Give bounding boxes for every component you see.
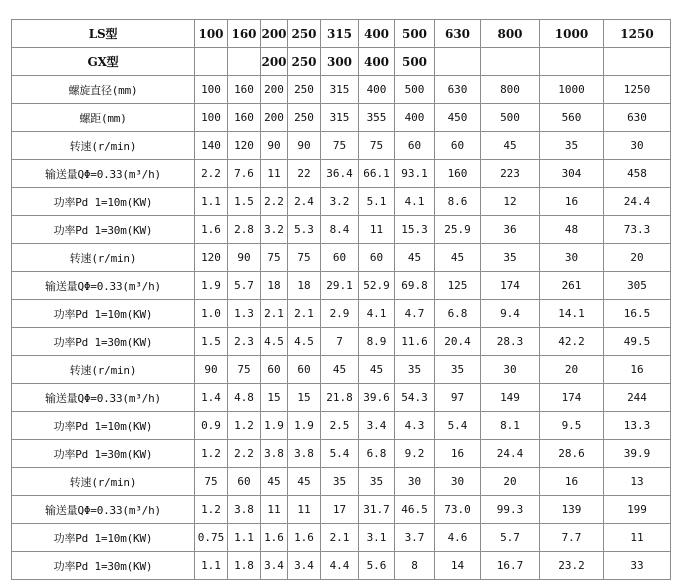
table-cell: 15.3 bbox=[395, 216, 435, 244]
table-cell: 0.75 bbox=[195, 524, 228, 552]
table-cell: 5.1 bbox=[359, 188, 395, 216]
table-cell: 7.6 bbox=[228, 160, 261, 188]
table-cell: 45 bbox=[288, 468, 321, 496]
row-label: 输送量QΦ=0.33(m³/h) bbox=[12, 496, 195, 524]
table-cell: 60 bbox=[435, 132, 481, 160]
row-label: 输送量QΦ=0.33(m³/h) bbox=[12, 160, 195, 188]
table-cell: 100 bbox=[195, 20, 228, 48]
table-cell: 11 bbox=[261, 160, 288, 188]
table-cell: 199 bbox=[604, 496, 671, 524]
table-cell: 75 bbox=[288, 244, 321, 272]
table-row bbox=[12, 384, 671, 412]
table-cell: 30 bbox=[395, 468, 435, 496]
table-cell: 9.4 bbox=[481, 300, 540, 328]
table-row bbox=[12, 552, 671, 580]
table-cell: 3.4 bbox=[288, 552, 321, 580]
table-cell: 458 bbox=[604, 160, 671, 188]
table-row bbox=[12, 468, 671, 496]
table-cell: 3.7 bbox=[395, 524, 435, 552]
table-cell: 200 bbox=[261, 20, 288, 48]
table-cell: 630 bbox=[435, 76, 481, 104]
table-cell: 0.9 bbox=[195, 412, 228, 440]
table-cell: 73.3 bbox=[604, 216, 671, 244]
table-cell: 2.9 bbox=[321, 300, 359, 328]
header-row-gx bbox=[12, 48, 671, 76]
table-cell: 33 bbox=[604, 552, 671, 580]
table-cell: 1.2 bbox=[195, 496, 228, 524]
table-cell: 2.5 bbox=[321, 412, 359, 440]
table-cell: 30 bbox=[435, 468, 481, 496]
table-cell: 4.5 bbox=[288, 328, 321, 356]
table-cell: 99.3 bbox=[481, 496, 540, 524]
row-label: 功率Pd 1=10m(KW) bbox=[12, 300, 195, 328]
table-cell: 120 bbox=[195, 244, 228, 272]
row-label: 功率Pd 1=10m(KW) bbox=[12, 524, 195, 552]
table-cell: 120 bbox=[228, 132, 261, 160]
table-cell: 12 bbox=[481, 188, 540, 216]
table-cell: 1.1 bbox=[195, 552, 228, 580]
row-label: 转速(r/min) bbox=[12, 244, 195, 272]
table-row bbox=[12, 440, 671, 468]
table-cell: 18 bbox=[288, 272, 321, 300]
table-cell: 20.4 bbox=[435, 328, 481, 356]
table-row bbox=[12, 104, 671, 132]
table-cell: 6.8 bbox=[359, 440, 395, 468]
table-cell: 7 bbox=[321, 328, 359, 356]
table-cell: 35 bbox=[435, 356, 481, 384]
row-label: 功率Pd 1=10m(KW) bbox=[12, 412, 195, 440]
table-cell: 160 bbox=[435, 160, 481, 188]
table-cell: 400 bbox=[359, 20, 395, 48]
table-cell: 3.8 bbox=[261, 440, 288, 468]
table-cell: 1000 bbox=[540, 20, 604, 48]
table-cell: 450 bbox=[435, 104, 481, 132]
table-cell: 1.3 bbox=[228, 300, 261, 328]
table-cell: 16.5 bbox=[604, 300, 671, 328]
table-cell: 45 bbox=[359, 356, 395, 384]
table-cell: 36 bbox=[481, 216, 540, 244]
table-cell bbox=[604, 48, 671, 76]
table-cell: 500 bbox=[395, 48, 435, 76]
table-cell: 46.5 bbox=[395, 496, 435, 524]
row-label: 输送量QΦ=0.33(m³/h) bbox=[12, 272, 195, 300]
table-cell: 315 bbox=[321, 76, 359, 104]
table-row bbox=[12, 160, 671, 188]
table-cell: 7.7 bbox=[540, 524, 604, 552]
table-cell: 97 bbox=[435, 384, 481, 412]
table-cell: 800 bbox=[481, 20, 540, 48]
table-cell: 2.4 bbox=[288, 188, 321, 216]
table-row bbox=[12, 216, 671, 244]
table-cell: 355 bbox=[359, 104, 395, 132]
table-cell: 75 bbox=[359, 132, 395, 160]
table-cell: 3.4 bbox=[359, 412, 395, 440]
table-cell: 90 bbox=[261, 132, 288, 160]
table-row bbox=[12, 272, 671, 300]
row-label: 转速(r/min) bbox=[12, 132, 195, 160]
table-cell: 49.5 bbox=[604, 328, 671, 356]
table-cell: 16 bbox=[540, 468, 604, 496]
table-cell: 1.5 bbox=[228, 188, 261, 216]
table-cell: 60 bbox=[395, 132, 435, 160]
table-cell: 5.6 bbox=[359, 552, 395, 580]
table-cell: 21.8 bbox=[321, 384, 359, 412]
table-cell: 17 bbox=[321, 496, 359, 524]
table-cell: 3.2 bbox=[321, 188, 359, 216]
table-cell: 13.3 bbox=[604, 412, 671, 440]
table-cell: 5.3 bbox=[288, 216, 321, 244]
table-cell: 250 bbox=[288, 76, 321, 104]
table-cell: 93.1 bbox=[395, 160, 435, 188]
table-cell: 500 bbox=[395, 20, 435, 48]
table-cell: 9.5 bbox=[540, 412, 604, 440]
table-cell: 22 bbox=[288, 160, 321, 188]
table-cell: 45 bbox=[395, 244, 435, 272]
spec-table bbox=[11, 19, 671, 580]
table-cell bbox=[540, 48, 604, 76]
table-cell: 2.1 bbox=[288, 300, 321, 328]
table-cell: 1.9 bbox=[195, 272, 228, 300]
table-cell: 11 bbox=[359, 216, 395, 244]
table-cell: 35 bbox=[321, 468, 359, 496]
table-cell: 800 bbox=[481, 76, 540, 104]
table-cell: 4.7 bbox=[395, 300, 435, 328]
table-cell: 8.4 bbox=[321, 216, 359, 244]
table-cell: 90 bbox=[288, 132, 321, 160]
table-cell: 2.1 bbox=[261, 300, 288, 328]
table-row bbox=[12, 328, 671, 356]
table-cell: 29.1 bbox=[321, 272, 359, 300]
table-cell: 35 bbox=[395, 356, 435, 384]
table-cell: 500 bbox=[481, 104, 540, 132]
table-cell: 60 bbox=[261, 356, 288, 384]
table-cell: 315 bbox=[321, 104, 359, 132]
table-cell: 11 bbox=[261, 496, 288, 524]
table-cell: 18 bbox=[261, 272, 288, 300]
row-label: 转速(r/min) bbox=[12, 468, 195, 496]
table-cell: 20 bbox=[540, 356, 604, 384]
table-cell: 1.6 bbox=[195, 216, 228, 244]
table-cell: 560 bbox=[540, 104, 604, 132]
table-cell: 2.2 bbox=[228, 440, 261, 468]
table-row bbox=[12, 356, 671, 384]
table-cell: 16 bbox=[540, 188, 604, 216]
table-cell: 14.1 bbox=[540, 300, 604, 328]
table-cell: 1250 bbox=[604, 20, 671, 48]
table-cell: 250 bbox=[288, 48, 321, 76]
table-cell: 100 bbox=[195, 76, 228, 104]
table-row bbox=[12, 412, 671, 440]
table-cell: 250 bbox=[288, 20, 321, 48]
table-cell: 5.4 bbox=[321, 440, 359, 468]
table-cell: 66.1 bbox=[359, 160, 395, 188]
table-cell: 100 bbox=[195, 104, 228, 132]
table-cell: 16.7 bbox=[481, 552, 540, 580]
row-label: 螺旋直径(mm) bbox=[12, 76, 195, 104]
table-cell: 500 bbox=[395, 76, 435, 104]
table-cell: 3.1 bbox=[359, 524, 395, 552]
table-row bbox=[12, 300, 671, 328]
table-row bbox=[12, 76, 671, 104]
table-cell: 8 bbox=[395, 552, 435, 580]
table-cell: 45 bbox=[321, 356, 359, 384]
table-cell: 1.1 bbox=[195, 188, 228, 216]
table-cell: 1000 bbox=[540, 76, 604, 104]
table-cell: 4.1 bbox=[359, 300, 395, 328]
table-cell: 160 bbox=[228, 20, 261, 48]
table-cell: 42.2 bbox=[540, 328, 604, 356]
row-label: 转速(r/min) bbox=[12, 356, 195, 384]
table-cell: 60 bbox=[288, 356, 321, 384]
table-cell: 174 bbox=[481, 272, 540, 300]
table-cell: 11 bbox=[604, 524, 671, 552]
table-cell: 23.2 bbox=[540, 552, 604, 580]
row-label: 功率Pd 1=30m(KW) bbox=[12, 552, 195, 580]
table-cell: 75 bbox=[261, 244, 288, 272]
table-cell: 630 bbox=[435, 20, 481, 48]
table-cell: 35 bbox=[359, 468, 395, 496]
table-cell: 45 bbox=[435, 244, 481, 272]
table-cell: 244 bbox=[604, 384, 671, 412]
table-cell: 200 bbox=[261, 76, 288, 104]
table-cell: 174 bbox=[540, 384, 604, 412]
row-label: 输送量QΦ=0.33(m³/h) bbox=[12, 384, 195, 412]
table-cell: 1.9 bbox=[261, 412, 288, 440]
table-cell: 8.1 bbox=[481, 412, 540, 440]
table-cell: 4.6 bbox=[435, 524, 481, 552]
table-cell: 1.2 bbox=[195, 440, 228, 468]
table-cell: 139 bbox=[540, 496, 604, 524]
table-cell: 60 bbox=[321, 244, 359, 272]
table-cell: 75 bbox=[228, 356, 261, 384]
table-cell: 2.2 bbox=[261, 188, 288, 216]
table-cell: 4.3 bbox=[395, 412, 435, 440]
table-cell: 8.9 bbox=[359, 328, 395, 356]
table-cell: 15 bbox=[288, 384, 321, 412]
table-cell: 4.4 bbox=[321, 552, 359, 580]
row-label: 功率Pd 1=30m(KW) bbox=[12, 328, 195, 356]
table-cell: 36.4 bbox=[321, 160, 359, 188]
table-cell: 6.8 bbox=[435, 300, 481, 328]
table-row bbox=[12, 524, 671, 552]
table-row bbox=[12, 496, 671, 524]
row-label: 功率Pd 1=10m(KW) bbox=[12, 188, 195, 216]
table-cell: 305 bbox=[604, 272, 671, 300]
row-label: 功率Pd 1=30m(KW) bbox=[12, 440, 195, 468]
table-cell: 630 bbox=[604, 104, 671, 132]
table-cell: 261 bbox=[540, 272, 604, 300]
table-cell: 1.6 bbox=[288, 524, 321, 552]
table-cell: 28.6 bbox=[540, 440, 604, 468]
table-cell: 35 bbox=[481, 244, 540, 272]
table-cell: 200 bbox=[261, 48, 288, 76]
table-cell: 149 bbox=[481, 384, 540, 412]
table-cell: 5.4 bbox=[435, 412, 481, 440]
table-cell: 1.1 bbox=[228, 524, 261, 552]
table-cell: 315 bbox=[321, 20, 359, 48]
table-cell: 1.0 bbox=[195, 300, 228, 328]
table-cell: 2.2 bbox=[195, 160, 228, 188]
table-cell: 1.5 bbox=[195, 328, 228, 356]
table-cell: 75 bbox=[195, 468, 228, 496]
table-cell: 300 bbox=[321, 48, 359, 76]
table-cell: 90 bbox=[228, 244, 261, 272]
table-cell: 14 bbox=[435, 552, 481, 580]
table-cell: 11 bbox=[288, 496, 321, 524]
table-cell: 5.7 bbox=[228, 272, 261, 300]
table-cell: 400 bbox=[359, 76, 395, 104]
table-cell: 125 bbox=[435, 272, 481, 300]
table-cell: 30 bbox=[540, 244, 604, 272]
table-cell bbox=[195, 48, 228, 76]
table-cell: 13 bbox=[604, 468, 671, 496]
table-cell: 1.4 bbox=[195, 384, 228, 412]
table-cell: 60 bbox=[228, 468, 261, 496]
table-cell: 24.4 bbox=[481, 440, 540, 468]
table-cell: 20 bbox=[604, 244, 671, 272]
table-cell: 3.2 bbox=[261, 216, 288, 244]
table-cell: 2.8 bbox=[228, 216, 261, 244]
table-cell: 4.8 bbox=[228, 384, 261, 412]
table-cell: 200 bbox=[261, 104, 288, 132]
table-cell: 75 bbox=[321, 132, 359, 160]
table-cell: 250 bbox=[288, 104, 321, 132]
table-cell: 54.3 bbox=[395, 384, 435, 412]
row-label: GX型 bbox=[12, 48, 195, 76]
table-cell: 90 bbox=[195, 356, 228, 384]
table-cell: 39.6 bbox=[359, 384, 395, 412]
table-cell bbox=[481, 48, 540, 76]
table-body bbox=[12, 20, 671, 580]
table-cell: 15 bbox=[261, 384, 288, 412]
table-cell: 30 bbox=[481, 356, 540, 384]
table-cell: 16 bbox=[435, 440, 481, 468]
table-cell: 1.8 bbox=[228, 552, 261, 580]
table-cell: 140 bbox=[195, 132, 228, 160]
table-cell: 1.9 bbox=[288, 412, 321, 440]
table-cell: 25.9 bbox=[435, 216, 481, 244]
table-cell bbox=[435, 48, 481, 76]
table-cell: 223 bbox=[481, 160, 540, 188]
table-cell: 4.1 bbox=[395, 188, 435, 216]
table-cell: 400 bbox=[359, 48, 395, 76]
table-cell: 60 bbox=[359, 244, 395, 272]
table-cell: 31.7 bbox=[359, 496, 395, 524]
table-cell: 400 bbox=[395, 104, 435, 132]
table-cell: 1.6 bbox=[261, 524, 288, 552]
table-cell: 3.8 bbox=[288, 440, 321, 468]
table-cell: 69.8 bbox=[395, 272, 435, 300]
row-label: LS型 bbox=[12, 20, 195, 48]
table-cell: 2.3 bbox=[228, 328, 261, 356]
row-label: 螺距(mm) bbox=[12, 104, 195, 132]
table-cell: 8.6 bbox=[435, 188, 481, 216]
table-cell: 28.3 bbox=[481, 328, 540, 356]
table-cell: 3.8 bbox=[228, 496, 261, 524]
table-cell: 160 bbox=[228, 104, 261, 132]
table-cell: 39.9 bbox=[604, 440, 671, 468]
table-cell: 2.1 bbox=[321, 524, 359, 552]
table-cell: 3.4 bbox=[261, 552, 288, 580]
table-cell: 48 bbox=[540, 216, 604, 244]
table-cell: 160 bbox=[228, 76, 261, 104]
table-cell: 1250 bbox=[604, 76, 671, 104]
table-cell: 35 bbox=[540, 132, 604, 160]
table-cell: 4.5 bbox=[261, 328, 288, 356]
table-cell bbox=[228, 48, 261, 76]
table-cell: 5.7 bbox=[481, 524, 540, 552]
table-cell: 24.4 bbox=[604, 188, 671, 216]
header-row-ls bbox=[12, 20, 671, 48]
table-cell: 9.2 bbox=[395, 440, 435, 468]
table-cell: 45 bbox=[261, 468, 288, 496]
table-row bbox=[12, 244, 671, 272]
table-cell: 30 bbox=[604, 132, 671, 160]
table-cell: 11.6 bbox=[395, 328, 435, 356]
table-cell: 52.9 bbox=[359, 272, 395, 300]
table-cell: 16 bbox=[604, 356, 671, 384]
table-cell: 304 bbox=[540, 160, 604, 188]
table-row bbox=[12, 188, 671, 216]
table-row bbox=[12, 132, 671, 160]
row-label: 功率Pd 1=30m(KW) bbox=[12, 216, 195, 244]
table-cell: 20 bbox=[481, 468, 540, 496]
table-cell: 45 bbox=[481, 132, 540, 160]
table-cell: 1.2 bbox=[228, 412, 261, 440]
table-cell: 73.0 bbox=[435, 496, 481, 524]
